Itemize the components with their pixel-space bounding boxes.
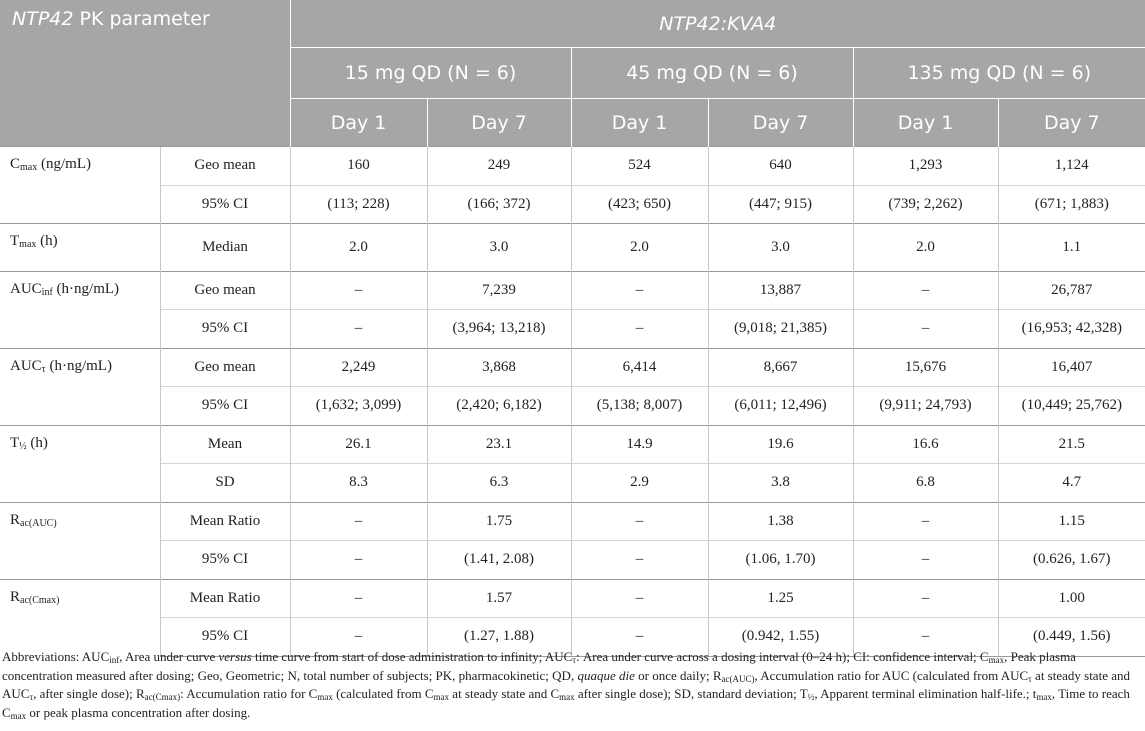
- value-cell: –: [571, 579, 708, 618]
- param-label-cmax: $C_{max}$ (ng/mL): [0, 147, 160, 224]
- stat-label: Geo mean: [160, 348, 290, 387]
- value-cell: –: [853, 502, 998, 541]
- value-cell: 249: [427, 147, 571, 186]
- value-cell: –: [853, 310, 998, 349]
- table-row: [0, 425, 1145, 464]
- value-cell: (423; 650): [571, 185, 708, 224]
- value-cell: 1.1: [998, 224, 1145, 272]
- stat-label: 95% CI: [160, 618, 290, 657]
- value-cell: (5,138; 8,007): [571, 387, 708, 426]
- table-row: [0, 502, 1145, 541]
- value-cell: 26.1: [290, 425, 427, 464]
- value-cell: 3.0: [427, 224, 571, 272]
- stat-label: Median: [160, 224, 290, 272]
- day-header: Day 1: [571, 99, 708, 147]
- value-cell: 2.0: [853, 224, 998, 272]
- value-cell: (447; 915): [708, 185, 853, 224]
- table-row: [0, 310, 1145, 349]
- value-cell: 19.6: [708, 425, 853, 464]
- value-cell: 13,887: [708, 271, 853, 310]
- stat-label: Geo mean: [160, 147, 290, 186]
- value-cell: –: [571, 502, 708, 541]
- value-cell: 8,667: [708, 348, 853, 387]
- stat-label: 95% CI: [160, 541, 290, 580]
- param-label-racauc: $R_{ac(AUC)}$: [0, 502, 160, 579]
- value-cell: 3,868: [427, 348, 571, 387]
- value-cell: –: [290, 310, 427, 349]
- value-cell: 16,407: [998, 348, 1145, 387]
- stat-label: 95% CI: [160, 310, 290, 349]
- value-cell: –: [853, 271, 998, 310]
- value-cell: 4.7: [998, 464, 1145, 503]
- value-cell: –: [290, 502, 427, 541]
- value-cell: 3.0: [708, 224, 853, 272]
- value-cell: (0.942, 1.55): [708, 618, 853, 657]
- table-row: [0, 185, 1145, 224]
- value-cell: 1.15: [998, 502, 1145, 541]
- value-cell: 16.6: [853, 425, 998, 464]
- value-cell: 26,787: [998, 271, 1145, 310]
- dose-header-45mg: 45 mg QD (N = 6): [571, 48, 853, 99]
- dose-header-15mg: 15 mg QD (N = 6): [290, 48, 571, 99]
- value-cell: 1.75: [427, 502, 571, 541]
- value-cell: –: [571, 271, 708, 310]
- value-cell: 160: [290, 147, 427, 186]
- value-cell: 1,293: [853, 147, 998, 186]
- stat-label: 95% CI: [160, 387, 290, 426]
- value-cell: 1.25: [708, 579, 853, 618]
- stat-label: 95% CI: [160, 185, 290, 224]
- value-cell: (10,449; 25,762): [998, 387, 1145, 426]
- table-row: [0, 224, 1145, 272]
- stat-label: SD: [160, 464, 290, 503]
- value-cell: 15,676: [853, 348, 998, 387]
- param-label-aucinf: $AUC_{inf}$ (h·ng/mL): [0, 271, 160, 348]
- value-cell: 6.8: [853, 464, 998, 503]
- value-cell: 1,124: [998, 147, 1145, 186]
- stat-label: Mean: [160, 425, 290, 464]
- value-cell: (1.06, 1.70): [708, 541, 853, 580]
- value-cell: (113; 228): [290, 185, 427, 224]
- param-label-auctau: $AUC_\tau$ (h·ng/mL): [0, 348, 160, 425]
- value-cell: 2,249: [290, 348, 427, 387]
- value-cell: 1.00: [998, 579, 1145, 618]
- table-row: [0, 147, 1145, 186]
- value-cell: (1,632; 3,099): [290, 387, 427, 426]
- value-cell: 21.5: [998, 425, 1145, 464]
- value-cell: 14.9: [571, 425, 708, 464]
- value-cell: –: [853, 579, 998, 618]
- value-cell: –: [290, 541, 427, 580]
- table-row: [0, 387, 1145, 426]
- value-cell: 1.57: [427, 579, 571, 618]
- table-row: [0, 541, 1145, 580]
- value-cell: –: [571, 618, 708, 657]
- value-cell: 1.38: [708, 502, 853, 541]
- value-cell: (6,011; 12,496): [708, 387, 853, 426]
- table-footnote: Abbreviations: $AUC_{inf}$, Area under curve versus time curve from start of dose administration to infinity; $AUC_\tau$: Area under curve across a dosing interval (0–24 h); CI: confidence interval; $C_{max}$, Peak plasma concentration measured after dosing; Geo, Geometric; N, total number of subjects; PK, pharmacokinetic; QD, quaque die or once daily; $R_{ac(AUC)}$, Accumulation ratio for AUC (calculated from $AUC_\tau$ at steady state and $AUC_\tau$, after single dose); $R_{ac(Cmax)}$: Accumulation ratio for $C_{max}$ (calculated from $C_{max}$ at steady state and $C_{max}$ after single dose); SD, standard deviation; $T_{\frac{1}{2}}$, Apparent terminal elimination half-life.; $t_{max}$, Time to reach $C_{max}$ or peak plasma concentration after dosing.: [2, 649, 1130, 721]
- param-label-raccmax: $R_{ac(Cmax)}$: [0, 579, 160, 656]
- value-cell: (166; 372): [427, 185, 571, 224]
- value-cell: (1.27, 1.88): [427, 618, 571, 657]
- value-cell: –: [571, 541, 708, 580]
- value-cell: –: [853, 618, 998, 657]
- value-cell: (1.41, 2.08): [427, 541, 571, 580]
- value-cell: 524: [571, 147, 708, 186]
- value-cell: (0.626, 1.67): [998, 541, 1145, 580]
- table-row: [0, 579, 1145, 618]
- value-cell: (739; 2,262): [853, 185, 998, 224]
- stat-label: Geo mean: [160, 271, 290, 310]
- day-header: Day 1: [290, 99, 427, 147]
- value-cell: 6.3: [427, 464, 571, 503]
- value-cell: (3,964; 13,218): [427, 310, 571, 349]
- param-label-thalf: $T_{\frac{1}{2}}$ (h): [0, 425, 160, 502]
- value-cell: (9,911; 24,793): [853, 387, 998, 426]
- value-cell: (0.449, 1.56): [998, 618, 1145, 657]
- day-header: Day 7: [427, 99, 571, 147]
- value-cell: 2.0: [571, 224, 708, 272]
- value-cell: 6,414: [571, 348, 708, 387]
- value-cell: 2.0: [290, 224, 427, 272]
- value-cell: –: [290, 271, 427, 310]
- value-cell: 23.1: [427, 425, 571, 464]
- value-cell: (2,420; 6,182): [427, 387, 571, 426]
- stat-label: Mean Ratio: [160, 502, 290, 541]
- day-header: Day 1: [853, 99, 998, 147]
- table-row: [0, 464, 1145, 503]
- value-cell: 8.3: [290, 464, 427, 503]
- value-cell: (671; 1,883): [998, 185, 1145, 224]
- value-cell: (16,953; 42,328): [998, 310, 1145, 349]
- param-label-tmax: $T_{max}$ (h): [0, 224, 160, 272]
- value-cell: (9,018; 21,385): [708, 310, 853, 349]
- drug-header: NTP42:KVA4: [290, 0, 1145, 48]
- value-cell: –: [571, 310, 708, 349]
- value-cell: 2.9: [571, 464, 708, 503]
- value-cell: 640: [708, 147, 853, 186]
- day-header: Day 7: [708, 99, 853, 147]
- day-header: Day 7: [998, 99, 1145, 147]
- value-cell: 7,239: [427, 271, 571, 310]
- table-row: [0, 348, 1145, 387]
- value-cell: 3.8: [708, 464, 853, 503]
- stat-label: Mean Ratio: [160, 579, 290, 618]
- table-row: [0, 271, 1145, 310]
- dose-header-135mg: 135 mg QD (N = 6): [853, 48, 1145, 99]
- value-cell: –: [853, 541, 998, 580]
- value-cell: –: [290, 579, 427, 618]
- param-column-header: NTP42 PK parameter: [0, 0, 290, 147]
- value-cell: –: [290, 618, 427, 657]
